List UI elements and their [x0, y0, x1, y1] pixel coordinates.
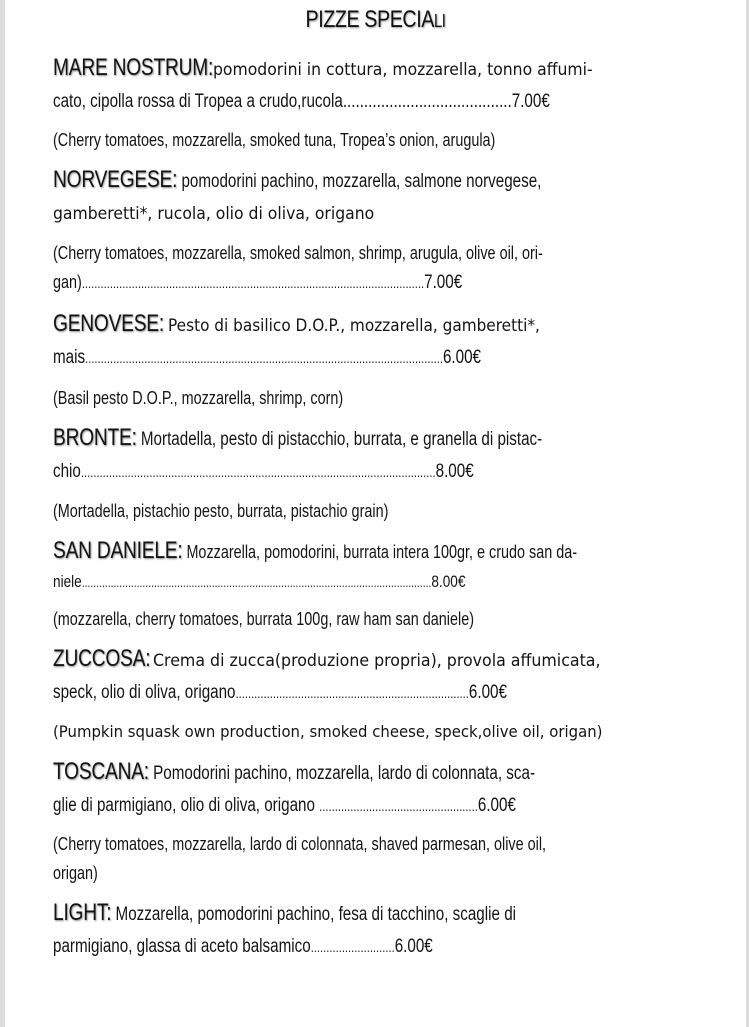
pizza-name: MARE NOSTRUM:	[53, 54, 214, 81]
pizza-price: 6.00€	[442, 347, 481, 368]
pizza-description: speck, olio di oliva, origano	[53, 682, 236, 703]
title-tail: LI	[434, 11, 446, 31]
menu-item-genovese-line1	[53, 312, 581, 338]
title-main: PIZZE SPECIA	[305, 6, 435, 33]
menu-item-san-daniele-line2	[53, 570, 465, 595]
pizza-translation: (Cherry tomatoes, mozzarella, smoked salmon, shrimp, arugula, olive oil, ori-	[53, 243, 543, 263]
pizza-description: chio	[53, 461, 81, 482]
menu-item-norvegese-translation2	[53, 270, 462, 295]
pizza-description: parmigiano, glassa di aceto balsamico	[53, 936, 311, 957]
menu-item-zuccosa-translation	[53, 720, 644, 744]
dot-leader: ...................................................................................................................	[85, 350, 443, 366]
pizza-translation: gan)	[53, 272, 82, 292]
menu-item-toscana-translation2	[53, 861, 98, 885]
menu-item-norvegese-line2	[53, 202, 402, 226]
menu-item-norvegese-line1	[53, 168, 541, 194]
menu-item-toscana-line1	[53, 760, 535, 786]
pizza-name: BRONTE:	[53, 424, 137, 451]
pizza-description: pomodorini in cottura, mozzarella, tonno affumi-	[213, 60, 593, 80]
menu-item-zuccosa-line1	[53, 647, 634, 673]
menu-item-genovese-line2	[53, 346, 481, 370]
menu-item-toscana-line2	[53, 794, 516, 818]
pizza-description: Crema di zucca(produzione propria), provola affumicata,	[152, 651, 601, 671]
pizza-price: 6.00€	[477, 795, 516, 816]
menu-item-bronte-translation	[53, 499, 388, 523]
pizza-name: GENOVESE:	[53, 310, 164, 337]
dot-leader: ...................................................	[319, 798, 478, 814]
pizza-translation: (Pumpkin squask own production, smoked cheese, speck,olive oil, origan)	[53, 722, 603, 741]
pizza-price: 6.00€	[394, 936, 433, 957]
pizza-description: Pomodorini pachino, mozzarella, lardo di colonnata, sca-	[148, 763, 536, 784]
dot-leader: ..............................................................................................................	[81, 275, 425, 291]
pizza-description: Mortadella, pesto di pistacchio, burrata, e granella di pistac-	[136, 429, 543, 450]
menu-item-mare-nostrum-line2	[53, 90, 550, 114]
pizza-price: 8.00€	[431, 572, 466, 591]
page-title	[72, 6, 680, 34]
pizza-description: Pesto di basilico D.O.P., mozzarella, gamberetti*,	[167, 316, 540, 336]
pizza-translation: (Basil pesto D.O.P., mozzarella, shrimp, corn)	[53, 388, 344, 408]
pizza-price: 6.00€	[468, 682, 507, 703]
pizza-translation: (Mortadella, pistachio pesto, burrata, pistachio grain)	[53, 501, 389, 521]
menu-item-bronte-line1	[53, 426, 542, 452]
pizza-translation: (mozzarella, cherry tomatoes, burrata 100g, raw ham san daniele)	[53, 609, 474, 629]
pizza-description: niele	[53, 572, 82, 591]
menu-item-san-daniele-translation	[53, 607, 474, 631]
pizza-price: 8.00€	[435, 461, 474, 482]
pizza-name: ZUCCOSA:	[53, 645, 151, 672]
pizza-name: SAN DANIELE:	[53, 537, 183, 564]
pizza-name: TOSCANA:	[53, 758, 149, 785]
pizza-translation: (Cherry tomatoes, mozzarella, lardo di colonnata, shaved parmesan, olive oil,	[53, 834, 547, 854]
dot-leader: ...........................................................................	[235, 685, 469, 701]
pizza-description: gamberetti*, rucola, olio di oliva, origano	[53, 204, 375, 224]
pizza-description: mais	[53, 347, 86, 368]
pizza-translation: (Cherry tomatoes, mozzarella, smoked tuna, Tropea’s onion, arugula)	[53, 130, 496, 150]
pizza-name: LIGHT:	[53, 899, 112, 926]
menu-item-light-line1	[53, 901, 516, 927]
menu-item-toscana-translation	[53, 832, 546, 856]
pizza-description: cato, cipolla rossa di Tropea a crudo,rucola	[53, 91, 343, 112]
pizza-description: pomodorini pachino, mozzarella, salmone norvegese,	[177, 171, 542, 192]
pizza-name: NORVEGESE:	[53, 166, 178, 193]
menu-item-genovese-translation	[53, 386, 343, 410]
dot-leader: ...........................	[310, 939, 395, 955]
pizza-price: 7.00€	[511, 91, 550, 112]
pizza-translation: origan)	[53, 863, 98, 883]
menu-item-zuccosa-line2	[53, 681, 507, 705]
menu-item-san-daniele-line1	[53, 539, 577, 565]
pizza-description: Mozzarella, pomodorini, burrata intera 100gr, e crudo san da-	[182, 542, 578, 562]
dot-leader: ..................................................................................................................	[80, 464, 436, 480]
dot-leader: .........................................................................................................................	[81, 575, 432, 590]
pizza-description: Mozzarella, pomodorini pachino, fesa di tacchino, scaglie di	[111, 904, 517, 925]
menu-item-mare-nostrum-translation	[53, 128, 495, 152]
menu-item-bronte-line2	[53, 460, 474, 484]
dot-leader: ........................................	[342, 91, 512, 112]
menu-item-mare-nostrum-line1	[53, 54, 593, 82]
pizza-description: glie di parmigiano, olio di oliva, origano	[53, 795, 320, 816]
menu-item-norvegese-translation	[53, 241, 543, 265]
pizza-price: 7.00€	[424, 272, 463, 293]
menu-item-light-line2	[53, 935, 433, 959]
menu-page	[5, 0, 746, 1027]
